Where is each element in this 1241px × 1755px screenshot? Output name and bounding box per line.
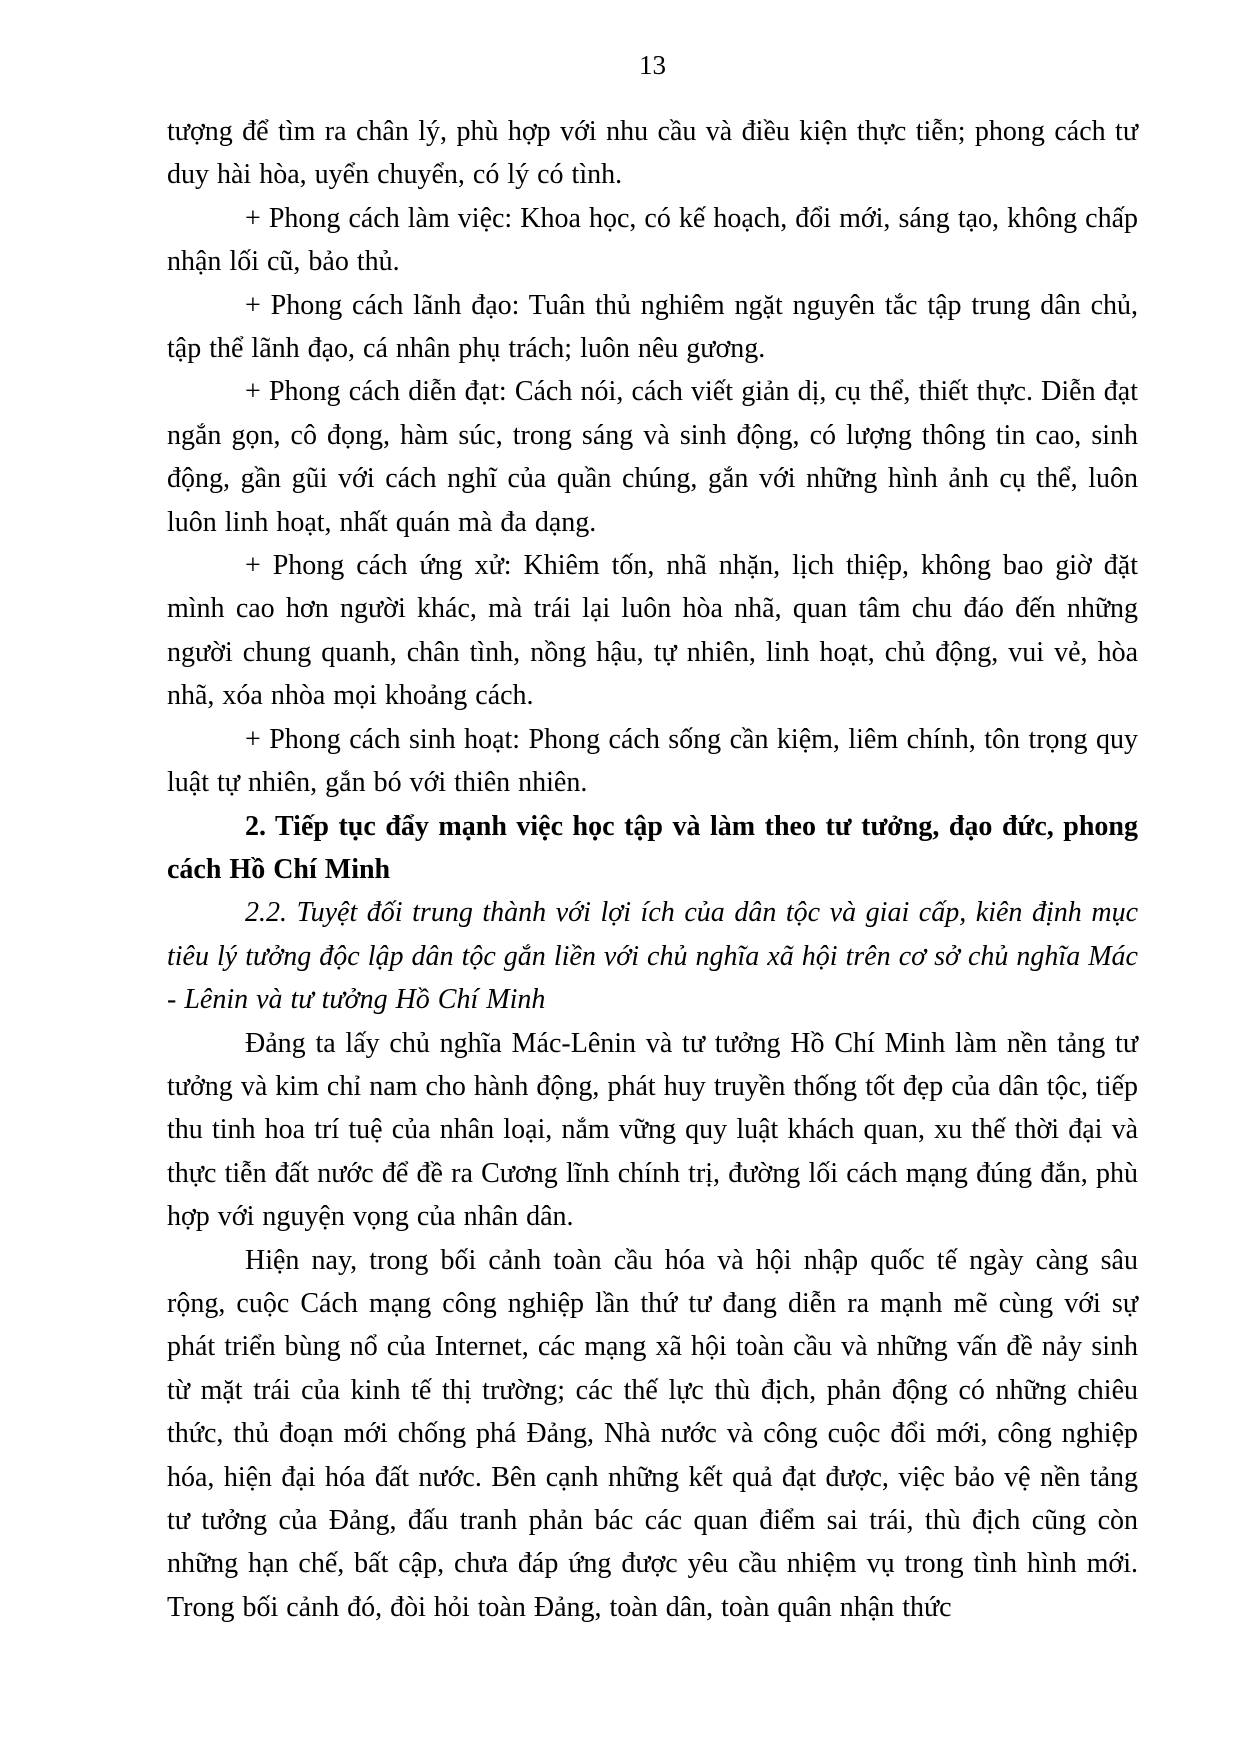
page-number: 13 <box>639 50 666 80</box>
paragraph-phong-cach-sinh-hoat: + Phong cách sinh hoạt: Phong cách sống cần kiệm, liêm chính, tôn trọng quy luật tự nhiên, gắn bó với thiên nhiên. <box>167 723 1138 799</box>
paragraph-phong-cach-ung-xu: + Phong cách ứng xử: Khiêm tốn, nhã nhặn, lịch thiệp, không bao giờ đặt mình cao hơn người khác, mà trái lại luôn hòa nhã, quan tâm chu đáo đến những người chung quanh, chân tình, nồng hậu, tự nhiên, linh hoạt, chủ động, vui vẻ, hòa nhã, xóa nhòa mọi khoảng cách. <box>167 550 1138 712</box>
subsection-heading: 2.2. Tuyệt đối trung thành với lợi ích của dân tộc và giai cấp, kiên định mục tiêu lý tưởng độc lập dân tộc gắn liền với chủ nghĩa xã hội trên cơ sở chủ nghĩa Mác - Lênin và tư tưởng Hồ Chí Minh <box>167 897 1138 1016</box>
paragraph-continuation: tượng để tìm ra chân lý, phù hợp với nhu cầu và điều kiện thực tiễn; phong cách tư duy hài hòa, uyển chuyển, có lý có tình. <box>167 116 1138 191</box>
section-heading: 2. Tiếp tục đẩy mạnh việc học tập và làm theo tư tưởng, đạo đức, phong cách Hồ Chí Minh <box>167 810 1138 885</box>
document-content <box>167 44 1138 1629</box>
paragraph-phong-cach-lanh-dao: + Phong cách lãnh đạo: Tuân thủ nghiêm ngặt nguyên tắc tập trung dân chủ, tập thể lãnh đạo, cá nhân phụ trách; luôn nêu gương. <box>167 289 1138 365</box>
paragraph-dang-ta-lay: Đảng ta lấy chủ nghĩa Mác-Lênin và tư tưởng Hồ Chí Minh làm nền tảng tư tưởng và kim chỉ nam cho hành động, phát huy truyền thống tốt đẹp của dân tộc, tiếp thu tinh hoa trí tuệ của nhân loại, nắm vững quy luật khách quan, xu thế thời đại và thực tiễn đất nước để đề ra Cương lĩnh chính trị, đường lối cách mạng đúng đắn, phù hợp với nguyện vọng của nhân dân. <box>167 1027 1138 1233</box>
paragraph-hien-nay: Hiện nay, trong bối cảnh toàn cầu hóa và hội nhập quốc tế ngày càng sâu rộng, cuộc Cách mạng công nghiệp lần thứ tư đang diễn ra mạnh mẽ cùng với sự phát triển bùng nổ của Internet, các mạng xã hội toàn cầu và những vấn đề nảy sinh từ mặt trái của kinh tế thị trường; các thế lực thù địch, phản động có những chiêu thức, thủ đoạn mới chống phá Đảng, Nhà nước và công cuộc đổi mới, công nghiệp hóa, hiện đại hóa đất nước. Bên cạnh những kết quả đạt được, việc bảo vệ nền tảng tư tưởng của Đảng, đấu tranh phản bác các quan điểm sai trái, thù địch cũng còn những hạn chế, bất cập, chưa đáp ứng được yêu cầu nhiệm vụ trong tình hình mới. Trong bối cảnh đó, đòi hỏi toàn Đảng, toàn dân, toàn quân nhận thức <box>167 1244 1138 1623</box>
paragraph-phong-cach-lam-viec: + Phong cách làm việc: Khoa học, có kế hoạch, đổi mới, sáng tạo, không chấp nhận lối cũ, bảo thủ. <box>167 202 1138 278</box>
paragraph-phong-cach-dien-dat: + Phong cách diễn đạt: Cách nói, cách viết giản dị, cụ thể, thiết thực. Diễn đạt ngắn gọn, cô đọng, hàm súc, trong sáng và sinh động, có lượng thông tin cao, sinh động, gần gũi với cách nghĩ của quần chúng, gắn với những hình ảnh cụ thể, luôn luôn linh hoạt, nhất quán mà đa dạng. <box>167 376 1138 538</box>
